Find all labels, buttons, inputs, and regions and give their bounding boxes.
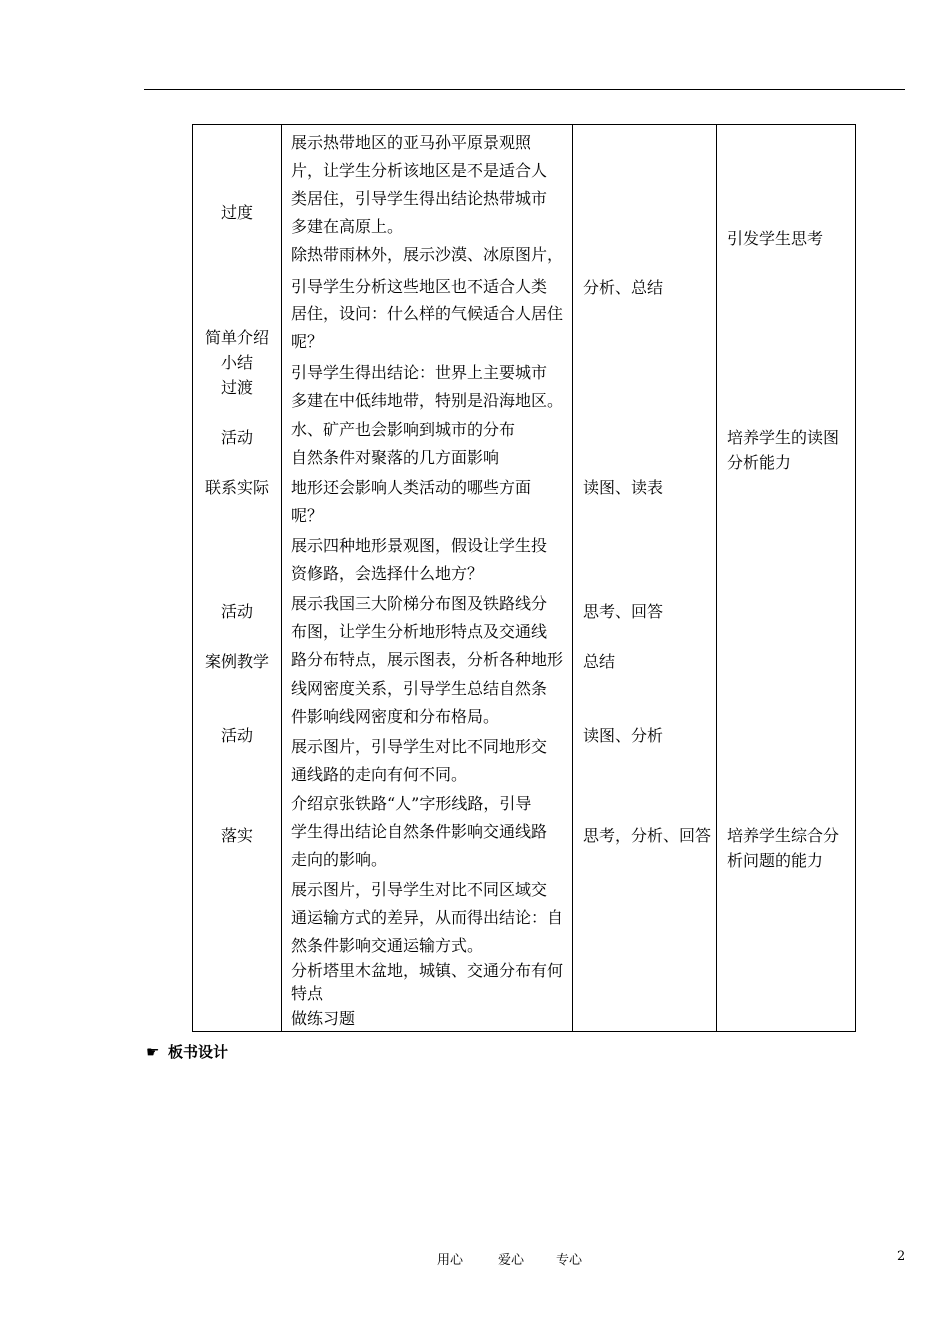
footer-motto: 爱心 (498, 1253, 525, 1268)
footer-motto: 用心 (437, 1253, 464, 1268)
teacher-activity-line: 地形还会影响人类活动的哪些方面 (291, 478, 532, 497)
teacher-activity-line: 居住，设问：什么样的气候适合人居住 (291, 304, 564, 323)
teacher-activity-line: 多建在中低纬地带，特别是沿海地区。 (291, 391, 564, 410)
teacher-activity-line: 布图，让学生分析地形特点及交通线 (291, 622, 548, 641)
teacher-activity-line: 类居住，引导学生得出结论热带城市 (291, 189, 548, 208)
teacher-activity-line: 多建在高原上。 (291, 217, 404, 236)
design-intent: 析问题的能力 (727, 851, 824, 870)
stage-label: 活动 (220, 602, 253, 621)
teacher-activity-line: 通线路的走向有何不同。 (291, 765, 468, 784)
teacher-activity-line: 水、矿产也会影响到城市的分布 (291, 420, 516, 439)
teacher-activity-line: 展示图片，引导学生对比不同区域交 (291, 880, 548, 899)
teacher-activity-line: 路分布特点，展示图表，分析各种地形 (291, 650, 564, 669)
stage-label: 落实 (220, 826, 253, 845)
page-number: 2 (897, 1249, 906, 1264)
design-intent: 培养学生综合分 (727, 826, 840, 845)
student-activity: 思考、回答 (583, 602, 664, 621)
stage-label: 过度 (220, 203, 253, 222)
student-activity: 读图、分析 (583, 726, 664, 745)
column-divider (572, 125, 573, 1031)
student-activity: 读图、读表 (583, 478, 664, 497)
teacher-activity-line: 自然条件对聚落的几方面影响 (291, 448, 500, 467)
stage-label: 活动 (220, 726, 253, 745)
teacher-activity-line: 介绍京张铁路“人”字形线路，引导 (291, 794, 532, 813)
teacher-activity-line: 引导学生分析这些地区也不适合人类 (291, 277, 548, 296)
stage-label: 联系实际 (204, 478, 269, 497)
student-activity: 总结 (583, 652, 616, 671)
teacher-activity-line: 片，让学生分析该地区是不是适合人 (291, 161, 548, 180)
teacher-activity-line: 展示热带地区的亚马孙平原景观照 (291, 133, 532, 152)
teacher-activity-line: 呢？ (291, 506, 324, 525)
teacher-activity-line: 资修路，会选择什么地方？ (291, 564, 484, 583)
design-intent: 引发学生思考 (727, 229, 824, 248)
stage-label: 小结 (220, 353, 253, 372)
teacher-activity-line: 学生得出结论自然条件影响交通线路 (291, 822, 548, 841)
pointing-hand-icon: ☛ (146, 1043, 160, 1061)
teacher-activity-line: 件影响线网密度和分布格局。 (291, 707, 500, 726)
student-activity: 分析、总结 (583, 278, 664, 297)
teacher-activity-line: 通运输方式的差异，从而得出结论：自 (291, 908, 564, 927)
teacher-activity-line: 展示四种地形景观图，假设让学生投 (291, 536, 548, 555)
teacher-activity-line: 展示我国三大阶梯分布图及铁路线分 (291, 594, 548, 613)
student-activity: 思考，分析、回答 (583, 826, 712, 845)
footer-motto: 专心 (556, 1253, 583, 1268)
column-divider (281, 125, 282, 1031)
teacher-activity-line: 然条件影响交通运输方式。 (291, 936, 484, 955)
stage-label: 过渡 (220, 378, 253, 397)
stage-label: 案例教学 (204, 652, 269, 671)
section-heading (146, 1041, 228, 1062)
teacher-activity-line: 分析塔里木盆地，城镇、交通分布有何 (291, 961, 564, 980)
column-divider (716, 125, 717, 1031)
teacher-activity-line: 特点 (291, 984, 324, 1003)
design-intent: 分析能力 (727, 453, 792, 472)
design-intent: 培养学生的读图 (727, 428, 840, 447)
stage-label: 简单介绍 (204, 328, 269, 347)
lesson-table (192, 124, 856, 1032)
teacher-activity-line: 走向的影响。 (291, 850, 388, 869)
teacher-activity-line: 做练习题 (291, 1009, 356, 1028)
teacher-activity-line: 除热带雨林外，展示沙漠、冰原图片， (291, 245, 564, 264)
section-title: 板书设计 (168, 1043, 229, 1061)
teacher-activity-line: 线网密度关系，引导学生总结自然条 (291, 679, 548, 698)
teacher-activity-line: 引导学生得出结论：世界上主要城市 (291, 363, 548, 382)
teacher-activity-line: 呢？ (291, 332, 324, 351)
teacher-activity-line: 展示图片，引导学生对比不同地形交 (291, 737, 548, 756)
header-rule (144, 89, 905, 90)
stage-label: 活动 (220, 428, 253, 447)
